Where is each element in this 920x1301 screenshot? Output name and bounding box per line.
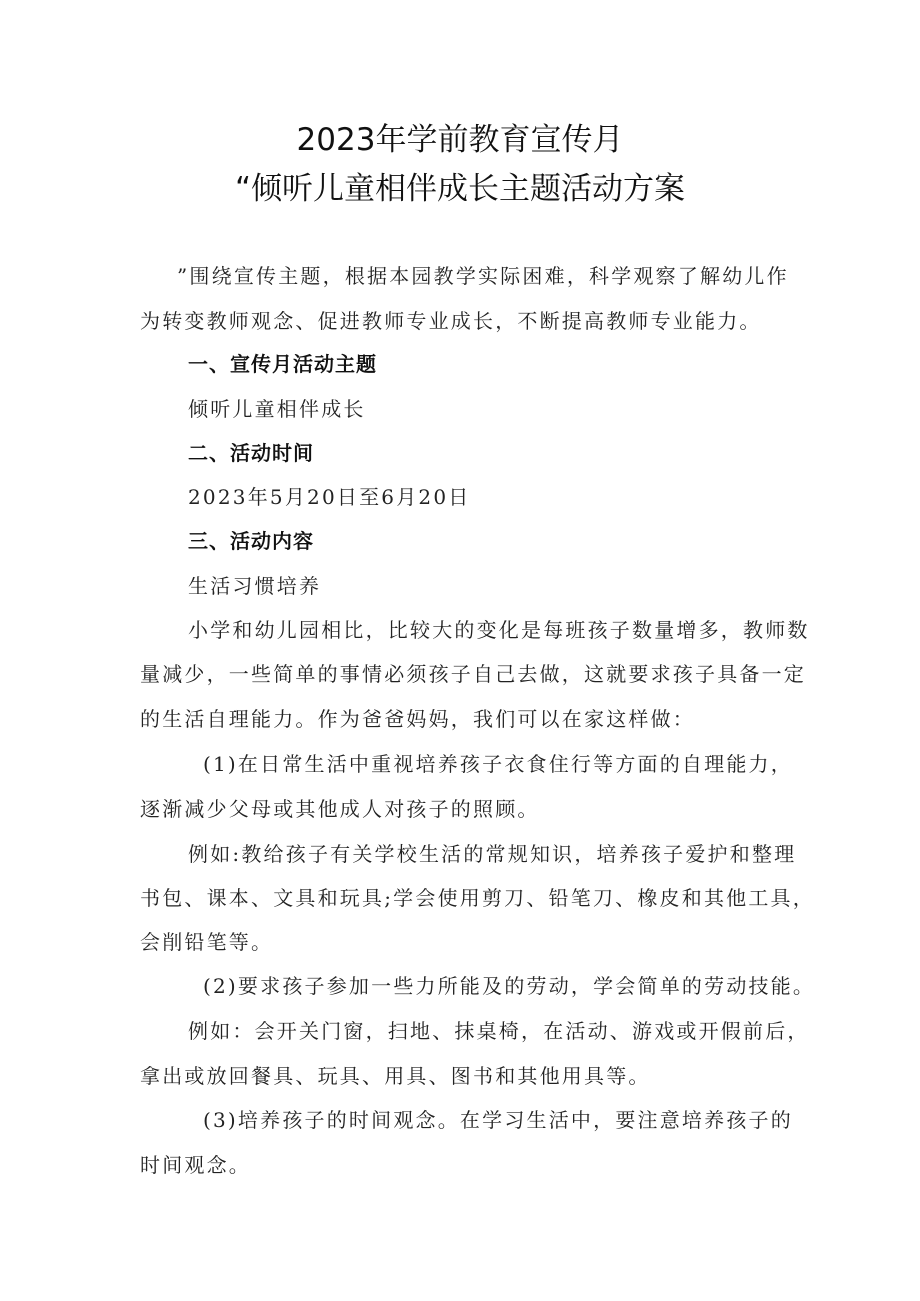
section-3-heading: 三、活动内容 [188, 529, 314, 553]
paragraph-line-3: 的生活自理能力。作为爸爸妈妈，我们可以在家这样做： [140, 707, 695, 731]
paragraph-line-2: 量减少，一些简单的事情必须孩子自己去做，这就要求孩子具备一定 [140, 662, 806, 686]
example-1-line-2: 书包、课本、文具和玩具;学会使用剪刀、铅笔刀、橡皮和其他工具， [140, 886, 815, 910]
section-2-content: 2023年5月20日至6月20日 [188, 485, 471, 509]
section-3-subheading: 生活习惯培养 [188, 574, 322, 598]
section-1-content: 倾听儿童相伴成长 [188, 397, 366, 421]
example-2-line-2: 拿出或放回餐具、玩具、用具、图书和其他用具等。 [140, 1064, 651, 1088]
item-3-line-2: 时间观念。 [140, 1153, 251, 1177]
intro-line-1: ”围绕宣传主题，根据本园教学实际困难，科学观察了解幼儿作 [177, 264, 789, 288]
document-title-line-2: “倾听儿童相伴成长主题活动方案 [234, 171, 686, 207]
example-1-line-1: 例如:教给孩子有关学校生活的常规知识，培养孩子爱护和整理 [188, 842, 797, 866]
item-3-line-1: (3)培养孩子的时间观念。在学习生活中，要注意培养孩子的 [203, 1108, 793, 1132]
document-title-line-1: 2023年学前教育宣传月 [296, 122, 624, 158]
paragraph-line-1: 小学和幼儿园相比，比较大的变化是每班孩子数量增多，教师数 [188, 618, 810, 642]
example-1-line-3: 会削铅笔等。 [140, 930, 274, 954]
item-1-line-1: (1)在日常生活中重视培养孩子衣食住行等方面的自理能力， [203, 752, 793, 776]
item-1-line-2: 逐渐减少父母或其他成人对孩子的照顾。 [140, 797, 540, 821]
section-2-heading: 二、活动时间 [188, 441, 314, 465]
intro-line-2: 为转变教师观念、促进教师专业成长，不断提高教师专业能力。 [140, 309, 762, 333]
example-2-line-1: 例如：会开关门窗，扫地、抹桌椅，在活动、游戏或开假前后， [188, 1019, 810, 1043]
item-2: (2)要求孩子参加一些力所能及的劳动，学会简单的劳动技能。 [203, 974, 816, 998]
section-1-heading: 一、宣传月活动主题 [188, 352, 377, 376]
